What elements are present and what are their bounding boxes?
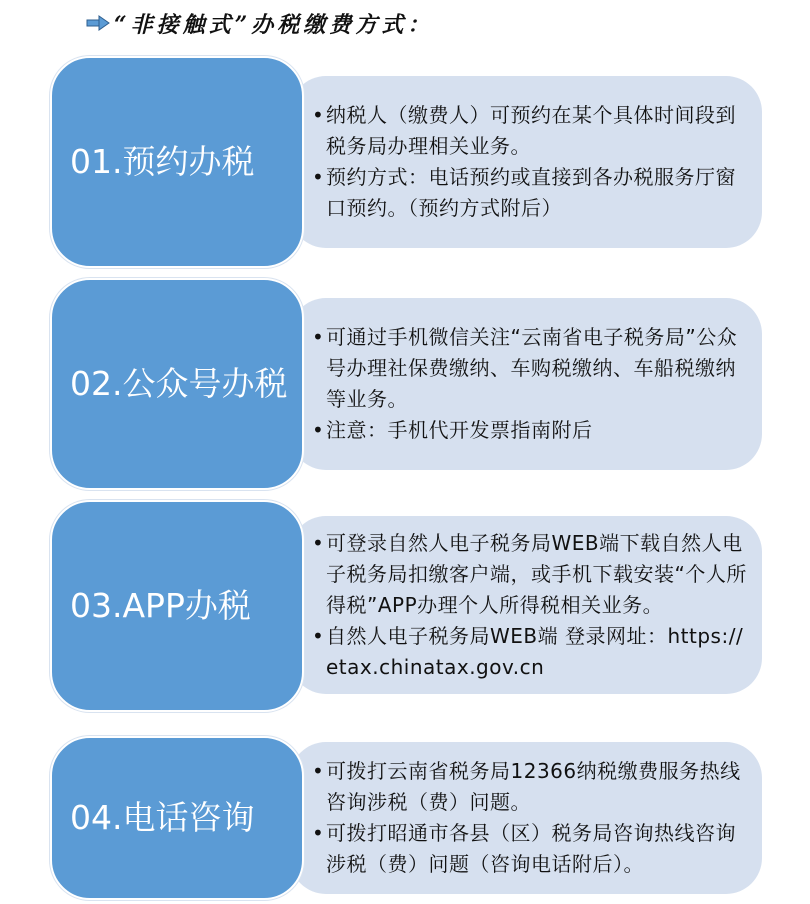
bullet-dot-icon: • (312, 759, 324, 783)
bullet-item: • 可登录自然人电子税务局WEB端下载自然人电子税务局扣缴客户端，或手机下载安装“个人所得税”APP办理个人所得税相关业务。 (312, 528, 748, 621)
method-details-4 (290, 742, 762, 894)
method-title-2: 02.公众号办税 (50, 278, 304, 490)
method-details-2 (290, 298, 762, 470)
method-title-1: 01.预约办税 (50, 56, 304, 268)
bullet-item: • 自然人电子税务局WEB端 登录网址：https://etax.chinatax.gov.cn (312, 621, 748, 683)
bullet-item: • 可拨打云南省税务局12366纳税缴费服务热线咨询涉税（费）问题。 (312, 756, 748, 818)
method-row-2 (0, 278, 810, 490)
method-title-4: 04.电话咨询 (50, 736, 304, 900)
bullet-dot-icon: • (312, 821, 324, 845)
bullet-dot-icon: • (312, 530, 324, 555)
method-row-4 (0, 736, 810, 900)
bullet-dot-icon: • (312, 325, 324, 349)
method-title-3: 03.APP办税 (50, 500, 304, 712)
bullet-dot-icon: • (312, 418, 324, 442)
method-row-1 (0, 56, 810, 268)
bullet-dot-icon: • (312, 103, 324, 127)
bullet-dot-icon: • (312, 165, 324, 189)
bullet-item: • 纳税人（缴费人）可预约在某个具体时间段到税务局办理相关业务。 (312, 100, 748, 162)
bullet-dot-icon: • (312, 623, 324, 648)
bullet-item: • 可拨打昭通市各县（区）税务局咨询热线咨询涉税（费）问题（咨询电话附后）。 (312, 818, 748, 880)
bullet-item: • 注意：手机代开发票指南附后 (312, 415, 748, 446)
bullet-item: • 预约方式：电话预约或直接到各办税服务厅窗口预约。（预约方式附后） (312, 162, 748, 224)
arrow-right-icon (86, 15, 110, 31)
method-details-1 (290, 76, 762, 248)
header-title: “非接触式”办税缴费方式： (114, 11, 434, 38)
section-header (86, 8, 433, 38)
bullet-item: • 可通过手机微信关注“云南省电子税务局”公众号办理社保费缴纳、车购税缴纳、车船税缴纳等业务。 (312, 322, 748, 415)
method-row-3 (0, 500, 810, 712)
method-details-3 (290, 516, 762, 694)
